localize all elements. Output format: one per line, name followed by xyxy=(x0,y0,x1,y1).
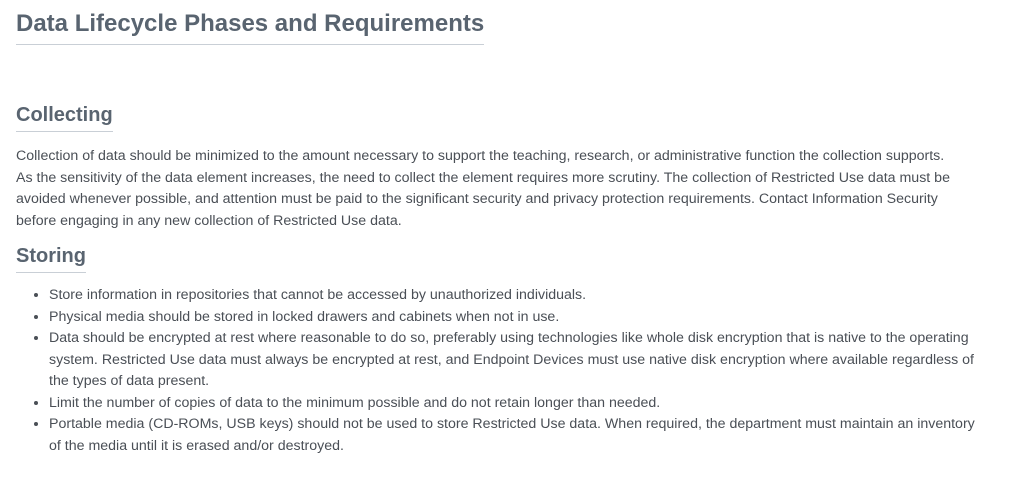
list-item: • Data should be encrypted at rest where reasonable to do so, preferably using technologies like whole disk encryption that is native to the operating system. Restricted Use data must always be encrypted at rest, and Endpoint Devices must use native disk encryption where available regardless of the types of data present. xyxy=(49,328,984,393)
list-item: • Portable media (CD-ROMs, USB keys) should not be used to store Restricted Use data. When required, the department must maintain an inventory of the media until it is erased and/or destroyed. xyxy=(49,414,984,457)
storing-list xyxy=(16,285,984,457)
collecting-section xyxy=(16,45,1008,232)
list-item: • Limit the number of copies of data to the minimum possible and do not retain longer than needed. xyxy=(49,393,984,415)
page-title: Data Lifecycle Phases and Requirements xyxy=(16,8,484,45)
list-item: • Physical media should be stored in locked drawers and cabinets when not in use. xyxy=(49,307,984,329)
collecting-paragraph: Collection of data should be minimized to the amount necessary to support the teaching, research, or administrative function the collection supports. As the sensitivity of the data element increases, the need to collect the element requires more scrutiny. The collection of Restricted Use data must be avoided whenever possible, and attention must be paid to the significant security and privacy protection requirements. Contact Information Security before engaging in any new collection of Restricted Use data. xyxy=(16,148,950,229)
list-item: • Store information in repositories that cannot be accessed by unauthorized individuals. xyxy=(49,285,984,307)
storing-section xyxy=(16,232,1008,457)
collecting-heading: Collecting xyxy=(16,103,113,132)
storing-heading: Storing xyxy=(16,244,86,273)
